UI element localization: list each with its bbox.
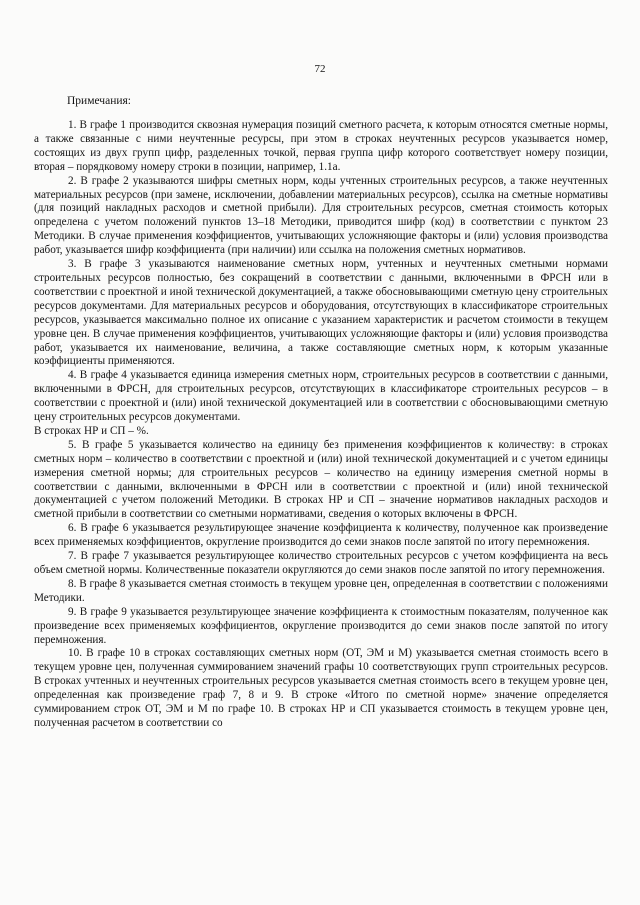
note-paragraph-6: 6. В графе 6 указывается результирующее значение коэффициента к количеству, полученное как произведение всех применяемых коэффициентов, округление производится до семи знаков после запятой по итогу перемножения.: [34, 522, 608, 549]
note-paragraph-10: 10. В графе 10 в строках составляющих сметных норм (ОТ, ЭМ и М) указывается сметная стоимость всего в текущем уровне цен, полученная суммированием значений графы 10 соответствующих групп строительных ресурсов. В строках учтенных и неучтенных строительных ресурсов указывается сметная стоимость всего в текущем уровне цен, определенная как произведение граф 7, 8 и 9. В строке «Итого по сметной норме» значение определяется суммированием строк ОТ, ЭМ и М по графе 10. В строках НР и СП указывается стоимость в текущем уровне цен, полученная расчетом в соответствии со: [34, 647, 608, 729]
notes-body: [34, 119, 608, 731]
note-paragraph-3: 3. В графе 3 указываются наименование сметных норм, учтенных и неучтенных сметными нормами строительных ресурсов полностью, без сокращений в соответствии с данными, включенными в ФРСН или в соответствии с проектной и иной технической документацией, а также обосновывающими сметную цену строительных ресурсов документами. Для материальных ресурсов и оборудования, отсутствующих в классификаторе строительных ресурсов, указывается максимально полное их описание с указанием характеристик и расчетом стоимости в текущем уровне цен. В случае применения коэффициентов, учитывающих усложняющие факторы и (или) условия производства работ, указывается их наименование, величина, а также составляющие сметных норм, к которым указанные коэффициенты применяются.: [34, 258, 608, 368]
note-paragraph-4: 4. В графе 4 указывается единица измерения сметных норм, строительных ресурсов в соответствии с данными, включенными в ФРСН, для строительных ресурсов, отсутствующих в классификаторе строительных ресурсов – в соответствии с проектной и (или) иной технической документацией или в соответствии с обосновывающими сметную цену строительных ресурсов документами.: [34, 369, 608, 424]
page-number: 72: [314, 63, 326, 75]
notes-heading: Примечания:: [67, 95, 131, 107]
note-paragraph-2: 2. В графе 2 указываются шифры сметных норм, коды учтенных строительных ресурсов, а также неучтенных материальных ресурсов (при замене, исключении, добавлении материальных ресурсов), ссылка на сметные нормативы (для позиций накладных расходов и сметной прибыли). Для строительных ресурсов, сметная стоимость которых определена с учетом положений пунктов 13–18 Методики, приводится шифр (код) в соответствии с пунктом 23 Методики. В случае применения коэффициентов, учитывающих усложняющие факторы и (или) условия производства работ, указывается шифр коэффициента (при наличии) или ссылка на положения сметных нормативов.: [34, 174, 608, 257]
note-paragraph-7: 7. В графе 7 указывается результирующее количество строительных ресурсов с учетом коэффициента на весь объем сметной нормы. Количественные показатели округляются до семи знаков после запятой по итогу перемножения.: [34, 550, 608, 576]
note-paragraph-1: 1. В графе 1 производится сквозная нумерация позиций сметного расчета, к которым относятся сметные нормы, а также связанные с ними неучтенные ресурсы, при этом в строках неучтенных ресурсов указывается номер, состоящих из двух групп цифр, разделенных точкой, первая группа цифр которого соответствует номеру позиции, вторая – порядковому номеру строки в позиции, например, 1.1а.: [34, 119, 608, 173]
note-paragraph-4-rows: В строках НР и СП – %.: [34, 424, 149, 437]
note-paragraph-5: 5. В графе 5 указывается количество на единицу без применения коэффициентов к количеству: в строках сметных норм – количество в соответствии с проектной и (или) иной технической документацией и с учетом единицы измерения сметной нормы; для строительных ресурсов – количество на единицу измерения сметной нормы в соответствии с данными, включенными в ФРСН или в соответствии с проектной и (или) иной технической документацией с учетом положений Методики. В строках НР и СП – значение нормативов накладных расходов и сметной прибыли в соответствии со сметными нормативами, сведения о которых включены в ФРСН.: [34, 438, 608, 521]
note-paragraph-9: 9. В графе 9 указывается результирующее значение коэффициента к стоимостным показателям, полученное как произведение всех применяемых коэффициентов, округление производится до семи знаков после запятой по итогу перемножения.: [34, 605, 608, 646]
note-paragraph-8: 8. В графе 8 указывается сметная стоимость в текущем уровне цен, определенная в соответствии с положениями Методики.: [34, 577, 608, 604]
